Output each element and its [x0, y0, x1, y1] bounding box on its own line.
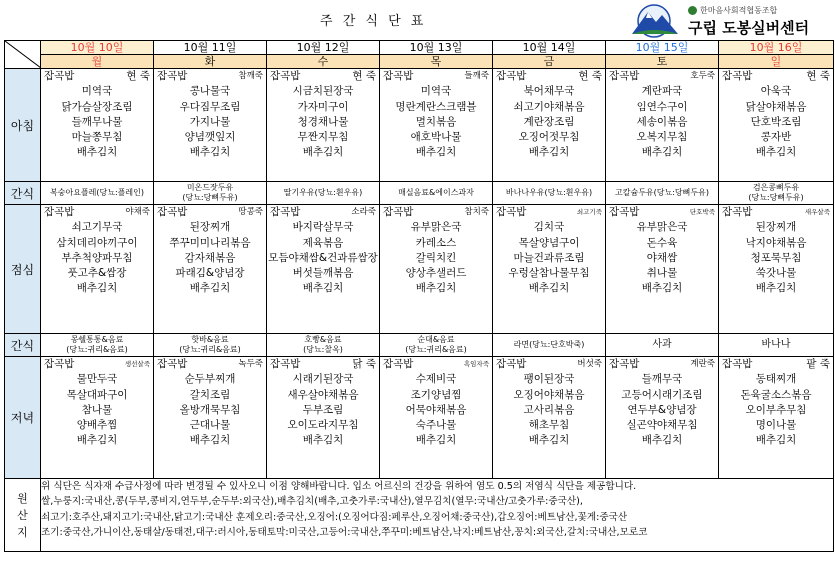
- origin-line: 쌀,누룽지:국내산,콩(두부,콩비지,연두부,순두부:외국산),배추김치(배추,고춧가루:국내산),열무김치(열무:국내산/고춧가루:중국산),: [41, 496, 583, 508]
- dish-item: 닭가슴살장조림: [61, 100, 133, 113]
- dish-item: 배추김치: [302, 146, 344, 159]
- dish-item: 된장찌개: [755, 221, 797, 234]
- day-weekday: 일: [719, 55, 834, 69]
- snack1-cell: [380, 182, 493, 205]
- snack-item: 핫바&음료: [191, 335, 229, 344]
- rice-porridge-header: [380, 69, 492, 84]
- dish-item: 배추김치: [415, 282, 457, 295]
- snack2-row: [5, 334, 834, 357]
- day-date: 10월 10일: [41, 41, 154, 55]
- lunch-menu-cell: [493, 205, 606, 334]
- rice-label: 잡곡밥: [44, 70, 75, 82]
- snack-item: 바나나: [761, 339, 791, 350]
- weekday-row: [5, 55, 834, 69]
- rice-label: 잡곡밥: [157, 206, 188, 218]
- rice-label: 잡곡밥: [157, 70, 188, 82]
- dish-item: 아욱국: [760, 85, 792, 98]
- snack-item: 매실음료&에이스과자: [398, 188, 474, 197]
- dinner-menu-cell: [41, 357, 154, 479]
- dish-item: 들깨무나물: [71, 115, 123, 128]
- rice-porridge-header: [606, 69, 718, 84]
- porridge-label: 참깨죽: [238, 71, 263, 81]
- dish-item: 가지나물: [189, 115, 231, 128]
- snack-item: 순대&음료: [417, 335, 455, 344]
- origin-line: 조기:중국산,가니이산,동태살/동태전,대구:러시아,동태토막:미국산,고등어:국내산,쭈꾸미:베트남산,낙지:베트남산,꽁치:외국산,갈치:국내산,모로코: [41, 527, 648, 539]
- porridge-label: 야채죽: [125, 207, 150, 217]
- rice-porridge-header: [719, 205, 833, 220]
- origin-row: [5, 479, 834, 552]
- rice-porridge-header: [719, 357, 833, 372]
- breakfast-menu-cell: [380, 69, 493, 182]
- dish-item: 두부조림: [302, 403, 344, 416]
- dish-item: 돈육굴소스볶음: [740, 388, 812, 401]
- snack-item: (당뇨:당뼈두유): [182, 193, 238, 202]
- dish-item: 배추김치: [302, 282, 344, 295]
- dish-item: 세송이볶음: [636, 115, 688, 128]
- rice-label: 잡곡밥: [270, 358, 301, 370]
- snack-item: 고칼슘두유(당뇨:당뼈두유): [615, 188, 709, 197]
- rice-porridge-header: [41, 205, 153, 220]
- dish-item: 미역국: [420, 85, 452, 98]
- dish-item: 취나물: [646, 267, 678, 280]
- breakfast-menu-cell: [154, 69, 267, 182]
- dish-item: 미역국: [81, 85, 113, 98]
- rice-label: 잡곡밥: [609, 206, 640, 218]
- dinner-menu-cell: [267, 357, 380, 479]
- rice-label: 잡곡밥: [722, 70, 753, 82]
- dish-item: 참나물: [81, 403, 113, 416]
- rice-porridge-header: [154, 69, 266, 84]
- lunch-row: [5, 205, 834, 334]
- lunch-menu-cell: [380, 205, 493, 334]
- logo-title: 구립 도봉실버센터: [688, 19, 810, 37]
- snack-item: 사과: [652, 339, 672, 350]
- porridge-label: 단호박죽: [689, 208, 715, 216]
- rice-label: 잡곡밥: [609, 70, 640, 82]
- snack2-cell: [493, 334, 606, 357]
- porridge-label: 소라죽: [351, 207, 376, 217]
- snack2-cell: [41, 334, 154, 357]
- snack-item: 미온드잣두유: [186, 183, 234, 192]
- dish-item: 해초무침: [528, 419, 570, 432]
- rice-label: 잡곡밥: [44, 206, 75, 218]
- day-weekday: 토: [606, 55, 719, 69]
- lunch-menu-cell: [719, 205, 834, 334]
- dish-item: 명란계란스크램블: [395, 100, 477, 113]
- dinner-menu-cell: [606, 357, 719, 479]
- dish-item: 실곤약야채무침: [626, 419, 698, 432]
- rice-label: 잡곡밥: [383, 70, 414, 82]
- dish-item: 어묵야채볶음: [405, 403, 467, 416]
- rice-porridge-header: [267, 69, 379, 84]
- snack1-row: [5, 182, 834, 205]
- snack2-cell: [154, 334, 267, 357]
- rice-porridge-header: [606, 357, 718, 372]
- dish-item: 갈릭치킨: [415, 251, 457, 264]
- snack-item: 호빵&음료: [304, 335, 342, 344]
- dish-item: 단호박조림: [750, 115, 802, 128]
- dish-item: 임연수구이: [636, 100, 688, 113]
- porridge-label: 현 죽: [352, 70, 376, 82]
- rice-porridge-header: [493, 357, 605, 372]
- dish-item: 오복지무침: [636, 131, 688, 144]
- snack-item: (당뇨:당뼈두유): [748, 193, 804, 202]
- dish-item: 배추김치: [641, 282, 683, 295]
- dinner-menu-cell: [719, 357, 834, 479]
- dish-item: 우다짐무조림: [179, 100, 241, 113]
- dish-item: 쑥갓나물: [755, 267, 797, 280]
- dinner-menu-cell: [154, 357, 267, 479]
- dish-item: 닭살야채볶음: [745, 100, 807, 113]
- porridge-label: 팥 죽: [806, 358, 830, 370]
- snack2-cell: [267, 334, 380, 357]
- origin-notice: [41, 479, 834, 552]
- logo-subtitle: 한마음사회적협동조합: [688, 5, 777, 16]
- porridge-label: 현 죽: [578, 70, 602, 82]
- rice-label: 잡곡밥: [270, 206, 301, 218]
- porridge-label: 현 죽: [126, 70, 150, 82]
- dish-item: 조기양념찜: [410, 388, 462, 401]
- dish-item: 배추김치: [76, 434, 118, 447]
- snack-item: (당뇨:귀리&음료): [405, 345, 467, 354]
- snack-item: (당뇨:찰옥): [303, 345, 343, 354]
- day-weekday: 금: [493, 55, 606, 69]
- dish-item: 배추김치: [528, 434, 570, 447]
- snack-item: 라면(당뇨:단호박죽): [513, 340, 585, 349]
- snack-item: 바나나우유(당뇨:흰우유): [505, 188, 593, 197]
- rice-porridge-header: [41, 69, 153, 84]
- date-row: [5, 41, 834, 55]
- dish-item: 배추김치: [755, 146, 797, 159]
- rice-porridge-header: [380, 357, 492, 372]
- dish-item: 쇠고기무국: [71, 221, 123, 234]
- rice-label: 잡곡밥: [496, 206, 527, 218]
- dish-item: 유부맑은국: [410, 221, 462, 234]
- rice-label: 잡곡밥: [383, 206, 414, 218]
- porridge-label: 버섯죽: [577, 359, 602, 369]
- snack1-cell: [154, 182, 267, 205]
- dish-item: 양상추샐러드: [405, 267, 467, 280]
- dish-item: 유부맑은국: [636, 221, 688, 234]
- snack1-cell: [606, 182, 719, 205]
- dish-item: 오이도라지무침: [287, 419, 359, 432]
- rice-porridge-header: [267, 357, 379, 372]
- rice-porridge-header: [493, 69, 605, 84]
- dish-item: 가자미구이: [297, 100, 349, 113]
- dish-item: 들깨무국: [641, 373, 683, 386]
- dish-item: 배추김치: [755, 434, 797, 447]
- dish-item: 목살대파구이: [66, 388, 128, 401]
- rice-porridge-header: [154, 357, 266, 372]
- dish-item: 숙주나물: [415, 419, 457, 432]
- day-weekday: 월: [41, 55, 154, 69]
- day-date: 10월 16일: [719, 41, 834, 55]
- breakfast-menu-cell: [493, 69, 606, 182]
- dish-item: 청경채나물: [297, 115, 349, 128]
- snack1-cell: [267, 182, 380, 205]
- dish-item: 양념깻잎지: [184, 131, 236, 144]
- day-weekday: 화: [154, 55, 267, 69]
- dish-item: 고등어시래기조림: [621, 388, 703, 401]
- dish-item: 팽이된장국: [523, 373, 575, 386]
- snack-item: 복숭아요플레(당뇨:플레인): [50, 188, 144, 197]
- dish-item: 부추척양파무침: [61, 251, 133, 264]
- dish-item: 북어채무국: [523, 85, 575, 98]
- center-logo: [628, 4, 833, 38]
- dish-item: 우렁살참나물무침: [508, 267, 590, 280]
- rice-porridge-header: [493, 205, 605, 220]
- dish-item: 바지락살무국: [292, 221, 354, 234]
- origin-line: 위 식단은 식자재 수급사정에 따라 변경될 수 있사오니 이점 양해바랍니다. 입소 어르신의 건강을 위하여 염도 0.5의 저염식 식단을 제공합니다.: [41, 481, 637, 492]
- dish-item: 고사리볶음: [523, 403, 575, 416]
- dish-item: 연두부&양념장: [627, 403, 697, 416]
- rice-label: 잡곡밥: [383, 358, 414, 370]
- dish-item: 배추김치: [302, 434, 344, 447]
- dish-item: 양배추찜: [76, 419, 118, 432]
- rice-label: 잡곡밥: [496, 70, 527, 82]
- rice-label: 잡곡밥: [44, 358, 75, 370]
- corner-cell: [5, 41, 41, 69]
- dish-item: 감자채볶음: [184, 251, 236, 264]
- dish-item: 오이부추무침: [745, 403, 807, 416]
- dish-item: 청포묵무침: [750, 251, 802, 264]
- dish-item: 배추김치: [189, 146, 231, 159]
- dish-item: 올방개묵무침: [179, 403, 241, 416]
- rice-label: 잡곡밥: [722, 206, 753, 218]
- dish-item: 애호박나물: [410, 131, 462, 144]
- snack2-label: 간식: [5, 334, 41, 357]
- dish-item: 멸치볶음: [415, 115, 457, 128]
- dish-item: 갈치조림: [189, 388, 231, 401]
- lunch-menu-cell: [154, 205, 267, 334]
- origin-label: 원 산 지: [5, 479, 41, 552]
- dish-item: 버섯들깨볶음: [292, 267, 354, 280]
- dinner-menu-cell: [493, 357, 606, 479]
- day-date: 10월 14일: [493, 41, 606, 55]
- porridge-label: 녹두죽: [238, 359, 263, 369]
- dish-item: 배추김치: [76, 146, 118, 159]
- dish-item: 야채쌈: [646, 251, 678, 264]
- snack-item: 딸기우유(당뇨:흰우유): [283, 188, 363, 197]
- day-date: 10월 11일: [154, 41, 267, 55]
- coop-badge-icon: [688, 6, 697, 15]
- dish-item: 돈수육: [646, 236, 678, 249]
- dish-item: 콩나물국: [189, 85, 231, 98]
- snack1-cell: [493, 182, 606, 205]
- dinner-menu-cell: [380, 357, 493, 479]
- dish-item: 낙지야채볶음: [745, 236, 807, 249]
- rice-porridge-header: [606, 205, 718, 220]
- rice-label: 잡곡밥: [157, 358, 188, 370]
- rice-label: 잡곡밥: [496, 358, 527, 370]
- snack-item: 몽쉘통통&음료: [70, 335, 124, 344]
- dish-item: 목살양념구이: [518, 236, 580, 249]
- dish-item: 배추김치: [415, 434, 457, 447]
- breakfast-row: [5, 69, 834, 182]
- dish-item: 계란장조림: [523, 115, 575, 128]
- rice-label: 잡곡밥: [609, 358, 640, 370]
- dinner-label: 저녁: [5, 357, 41, 479]
- porridge-label: 생선살죽: [124, 360, 150, 368]
- dish-item: 동태찌개: [755, 373, 797, 386]
- rice-porridge-header: [267, 205, 379, 220]
- lunch-menu-cell: [267, 205, 380, 334]
- lunch-label: 점심: [5, 205, 41, 334]
- rice-label: 잡곡밥: [270, 70, 301, 82]
- day-weekday: 수: [267, 55, 380, 69]
- dish-item: 무짠지무침: [297, 131, 349, 144]
- dinner-row: [5, 357, 834, 479]
- rice-porridge-header: [380, 205, 492, 220]
- snack1-label: 간식: [5, 182, 41, 205]
- dish-item: 마늘건과류조림: [513, 251, 585, 264]
- dish-item: 배추김치: [189, 434, 231, 447]
- dish-item: 쭈꾸미미나리볶음: [169, 236, 251, 249]
- dish-item: 마늘쫑무침: [71, 131, 123, 144]
- porridge-label: 참치죽: [464, 207, 489, 217]
- porridge-label: 땅콩죽: [238, 207, 263, 217]
- porridge-label: 들깨죽: [464, 71, 489, 81]
- dish-item: 배추김치: [528, 282, 570, 295]
- snack2-cell: [380, 334, 493, 357]
- dish-item: 시래기된장국: [292, 373, 354, 386]
- dish-item: 명이나물: [755, 419, 797, 432]
- snack-item: (당뇨:귀리&음료): [179, 345, 241, 354]
- dish-item: 근대나물: [189, 419, 231, 432]
- snack-item: 검은콩뼈두유: [752, 183, 800, 192]
- dish-item: 쇠고기야채볶음: [513, 100, 585, 113]
- mountain-logo-icon: [628, 4, 684, 38]
- dish-item: 모듬야채쌈&건과류쌈장: [268, 251, 378, 264]
- porridge-label: 닭 죽: [352, 358, 376, 370]
- dish-item: 순두부찌개: [184, 373, 236, 386]
- rice-porridge-header: [154, 205, 266, 220]
- diagonal-line: [5, 41, 41, 68]
- dish-item: 계란파국: [641, 85, 683, 98]
- weekly-menu-table: [4, 40, 834, 552]
- dish-item: 카레소스: [415, 236, 457, 249]
- dish-item: 배추김치: [415, 146, 457, 159]
- lunch-menu-cell: [606, 205, 719, 334]
- dish-item: 된장찌개: [189, 221, 231, 234]
- breakfast-label: 아침: [5, 69, 41, 182]
- snack2-cell: [719, 334, 834, 357]
- dish-item: 파래김&양념장: [175, 267, 245, 280]
- snack1-cell: [41, 182, 154, 205]
- dish-item: 풋고추&쌈장: [67, 267, 127, 280]
- dish-item: 물만두국: [76, 373, 118, 386]
- breakfast-menu-cell: [41, 69, 154, 182]
- dish-item: 배추김치: [755, 282, 797, 295]
- porridge-label: 흑임자죽: [463, 360, 489, 368]
- dish-item: 오징어야채볶음: [513, 388, 585, 401]
- porridge-label: 호두죽: [690, 71, 715, 81]
- rice-porridge-header: [41, 357, 153, 372]
- origin-line: 쇠고기:호주산,돼지고기:국내산,닭고기:국내산 훈제오리:중국산,오징어:(오징어다짐:페루산,오징어채:중국산),갑오징어:베트남산,꽃게:중국산: [41, 511, 628, 523]
- dish-item: 배추김치: [641, 434, 683, 447]
- day-weekday: 목: [380, 55, 493, 69]
- dish-item: 시금치된장국: [292, 85, 354, 98]
- dish-item: 배추김치: [189, 282, 231, 295]
- porridge-label: 새우살죽: [804, 208, 830, 216]
- dish-item: 배추김치: [528, 146, 570, 159]
- page-title: 주 간 식 단 표: [320, 14, 427, 29]
- dish-item: 제육볶음: [302, 236, 344, 249]
- dish-item: 김치국: [533, 221, 565, 234]
- rice-label: 잡곡밥: [722, 358, 753, 370]
- day-date: 10월 13일: [380, 41, 493, 55]
- porridge-label: 쇠고기죽: [576, 208, 602, 216]
- breakfast-menu-cell: [606, 69, 719, 182]
- dish-item: 배추김치: [641, 146, 683, 159]
- dish-item: 오징어젓무침: [518, 131, 580, 144]
- dish-item: 수제비국: [415, 373, 457, 386]
- rice-porridge-header: [719, 69, 833, 84]
- dish-item: 배추김치: [76, 282, 118, 295]
- snack2-cell: [606, 334, 719, 357]
- snack1-cell: [719, 182, 834, 205]
- dish-item: 새우살야채볶음: [287, 388, 359, 401]
- porridge-label: 계란죽: [690, 359, 715, 369]
- snack-item: (당뇨:귀리&음료): [66, 345, 128, 354]
- dish-item: 콩자반: [760, 131, 792, 144]
- dish-item: 삼치데리야끼구이: [56, 236, 138, 249]
- breakfast-menu-cell: [267, 69, 380, 182]
- porridge-label: 현 죽: [806, 70, 830, 82]
- breakfast-menu-cell: [719, 69, 834, 182]
- day-date: 10월 15일: [606, 41, 719, 55]
- lunch-menu-cell: [41, 205, 154, 334]
- day-date: 10월 12일: [267, 41, 380, 55]
